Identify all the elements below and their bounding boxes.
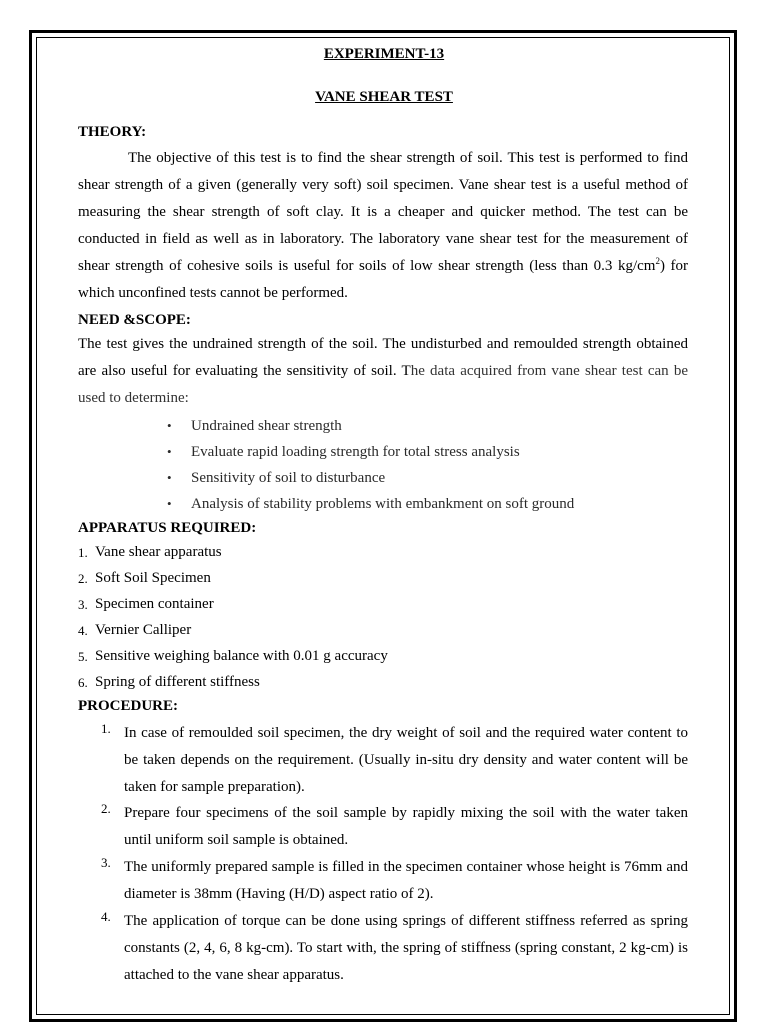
bullet-text: Sensitivity of soil to disturbance (191, 470, 386, 486)
page-title: EXPERIMENT-13 (323, 46, 445, 62)
item-number: 4. (101, 909, 111, 924)
theory-paragraph (78, 145, 688, 307)
item-text: The application of torque can be done using springs of different stiffness referred as spring constants (2, 4, 6, 8 kg-cm). To start with, the spring of stiffness (spring constant, 2 kg-cm) is attached to the vane shear apparatus. (124, 913, 688, 983)
item-number: 2. (78, 571, 88, 586)
item-number: 3. (101, 855, 111, 870)
need-scope-text-gray: he data acquired from vane shear test can be used to determine: (78, 363, 688, 406)
theory-heading: THEORY: (78, 124, 147, 140)
item-text: The uniformly prepared sample is filled in the specimen container whose height is 76mm and diameter is 38mm (Having (H/D) aspect ratio of 2). (124, 859, 688, 902)
item-text: Sensitive weighing balance with 0.01 g accuracy (95, 648, 388, 664)
bullet-icon: • (167, 444, 172, 459)
bullet-text: Undrained shear strength (191, 418, 342, 434)
need-scope-text: The test gives the undrained strength of the soil. The undisturbed and remoulded strength obtained are also useful for evaluating the sensitivity of soil. T (78, 336, 688, 379)
theory-text: The objective of this test is to find the shear strength of soil. This test is performed to find shear strength of a given (generally very soft) soil specimen. Vane shear test is a useful method of measuring the shear strength of soft clay. It is a cheaper and quicker method. The test can be conducted in field as well as in laboratory. The laboratory vane shear test for the measurement of shear strength of cohesive soils is useful for soils of low shear strength (less than 0.3 kg/cm (78, 150, 688, 274)
procedure-heading: PROCEDURE: (78, 698, 178, 714)
item-text: Specimen container (95, 596, 214, 612)
bullet-text: Analysis of stability problems with embankment on soft ground (191, 496, 575, 512)
item-number: 3. (78, 597, 88, 612)
bullet-icon: • (167, 418, 172, 433)
item-text: Vernier Calliper (95, 622, 192, 638)
theory-text-end: ) for which unconfined tests cannot be performed. (78, 258, 688, 301)
item-text: Spring of different stiffness (95, 674, 260, 690)
superscript: 2 (655, 256, 660, 266)
item-text: In case of remoulded soil specimen, the dry weight of soil and the required water content to be taken depends on the requirement. (Usually in-situ dry density and water content will be taken for sample preparation). (124, 725, 688, 795)
item-number: 5. (78, 649, 88, 664)
item-number: 4. (78, 623, 88, 638)
apparatus-heading: APPARATUS REQUIRED: (78, 520, 257, 536)
page-subtitle: VANE SHEAR TEST (315, 89, 453, 105)
bullet-text: Evaluate rapid loading strength for total stress analysis (191, 444, 520, 460)
item-number: 1. (101, 721, 111, 736)
item-text: Soft Soil Specimen (95, 570, 211, 586)
need-scope-paragraph (78, 331, 688, 412)
bullet-icon: • (167, 470, 172, 485)
item-number: 6. (78, 675, 88, 690)
item-text: Vane shear apparatus (95, 544, 222, 560)
item-text: Prepare four specimens of the soil sample by rapidly mixing the soil with the water taken until uniform soil sample is obtained. (124, 805, 688, 848)
bullet-icon: • (167, 496, 172, 511)
item-number: 1. (78, 545, 88, 560)
need-scope-heading: NEED &SCOPE: (78, 312, 191, 328)
item-number: 2. (101, 801, 111, 816)
